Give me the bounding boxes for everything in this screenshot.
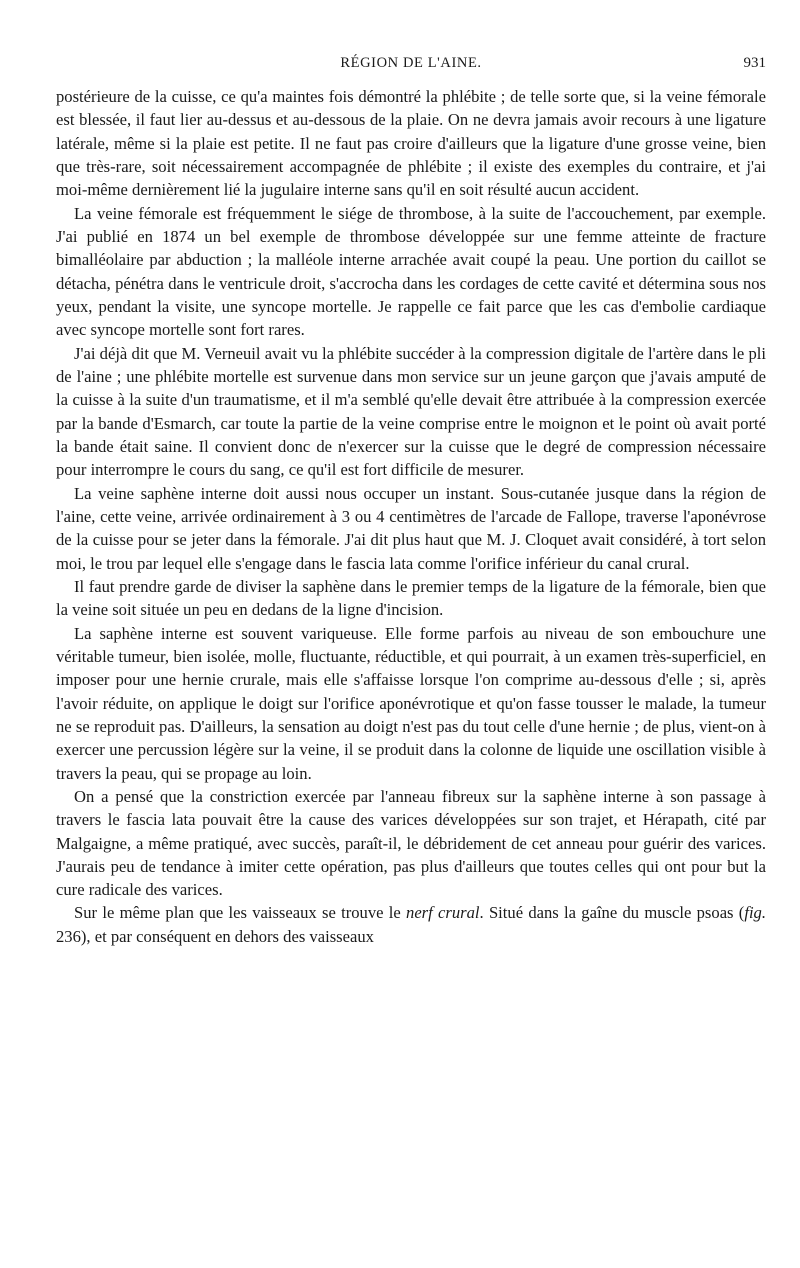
paragraph-text: Il faut prendre garde de diviser la saphène dans le premier temps de la ligature de la fémorale, bien que la veine soit située un peu en dedans de la ligne d'incision.	[56, 576, 766, 620]
paragraph-text: La veine fémorale est fréquemment le siége de thrombose, à la suite de l'accouchement, par exemple. J'ai publié en 1874 un bel exemple de thrombose développée sur une femme atteinte de fracture bimalléolaire par abduction ; la malléole interne arrachée avait coupé la peau. Une portion du caillot se détacha, pénétra dans le ventricule droit, s'accrocha dans les cordages de cette cavité et détermina sous nos yeux, pendant la visite, une syncope mortelle. Je rappelle ce fait parce que les cas d'embolie cardiaque avec syncope mortelle sont fort rares.	[56, 203, 766, 340]
italic-term: fig.	[744, 903, 766, 923]
paragraph-text: J'ai déjà dit que M. Verneuil avait vu la phlébite succéder à la compression digitale de l'artère dans le pli de l'aine ; une phlébite mortelle est survenue dans mon service sur un jeune garçon que j'avais amputé de la cuisse à la suite d'un traumatisme, et il m'a semblé qu'elle devait être attribuée à la compression exercée par la bande d'Esmarch, car toute la partie de la veine comprise entre le moignon et le point où avait porté la bande était saine. Il convient donc de n'exercer sur la cuisse que le degré de compression nécessaire pour interrompre le cours du sang, ce qu'il est fort difficile de mesurer.	[56, 343, 766, 480]
paragraph-text: . Situé dans la gaîne du muscle psoas (	[479, 903, 745, 923]
paragraph	[56, 622, 766, 785]
paragraph	[56, 85, 766, 202]
paragraph	[56, 202, 766, 342]
paragraph-text: 236), et par conséquent en dehors des vaisseaux	[56, 926, 374, 946]
paragraph	[56, 342, 766, 482]
body-text	[56, 85, 766, 948]
paragraph	[56, 575, 766, 622]
running-head-title: RÉGION DE L'AINE.	[340, 55, 482, 71]
running-head	[56, 50, 766, 76]
paragraph-text: postérieure de la cuisse, ce qu'a maintes fois démontré la phlébite ; de telle sorte que, si la veine fémorale est blessée, il faut lier au-dessus et au-dessous de la plaie. On ne devra jamais avoir recours à une ligature latérale, même si la plaie est petite. Il ne faut pas croire d'ailleurs que la ligature d'une grosse veine, bien que très-rare, soit nécessairement accompagnée de phlébite ; il existe des exemples du contraire, et j'ai moi-même dernièrement lié la jugulaire interne sans qu'il en soit résulté aucun accident.	[56, 87, 766, 200]
paragraph-text: Sur le même plan que les vaisseaux se trouve le	[74, 903, 407, 923]
italic-term: nerf crural	[406, 903, 480, 923]
paragraph-text: La saphène interne est souvent variqueuse. Elle forme parfois au niveau de son embouchure une véritable tumeur, bien isolée, molle, fluctuante, réductible, et qui pourrait, à un examen très-superficiel, en imposer pour une hernie crurale, mais elle s'affaisse lorsque l'on comprime au-dessous d'elle ; si, après l'avoir réduite, on applique le doigt sur l'orifice aponévrotique et qu'on fasse tousser le malade, la tumeur ne se reproduit pas. D'ailleurs, la sensation au doigt n'est pas du tout celle d'une hernie ; de plus, vient-on à exercer une percussion légère sur la veine, il se produit dans la colonne de liquide une oscillation visible à travers la peau, qui se propage au loin.	[56, 623, 766, 783]
paragraph	[56, 482, 766, 575]
paragraph	[56, 901, 766, 948]
paragraph	[56, 785, 766, 902]
page-number: 931	[743, 55, 766, 71]
paragraph-text: La veine saphène interne doit aussi nous occuper un instant. Sous-cutanée jusque dans la région de l'aine, cette veine, arrivée ordinairement à 3 ou 4 centimètres de l'arcade de Fallope, traverse l'aponévrose de la cuisse pour se jeter dans la fémorale. J'ai dit plus haut que M. J. Cloquet avait considéré, à tort selon moi, le trou par lequel elle s'engage dans le fascia lata comme l'orifice inférieur du canal crural.	[56, 483, 766, 573]
paragraph-text: On a pensé que la constriction exercée par l'anneau fibreux sur la saphène interne à son passage à travers le fascia lata pouvait être la cause des varices développées sur son trajet, et Hérapath, cité par Malgaigne, a même pratiqué, avec succès, paraît-il, le débridement de cet anneau pour guérir des varices. J'aurais peu de tendance à imiter cette opération, pas plus d'ailleurs que toutes celles qui ont pour but la cure radicale des varices.	[56, 786, 766, 900]
